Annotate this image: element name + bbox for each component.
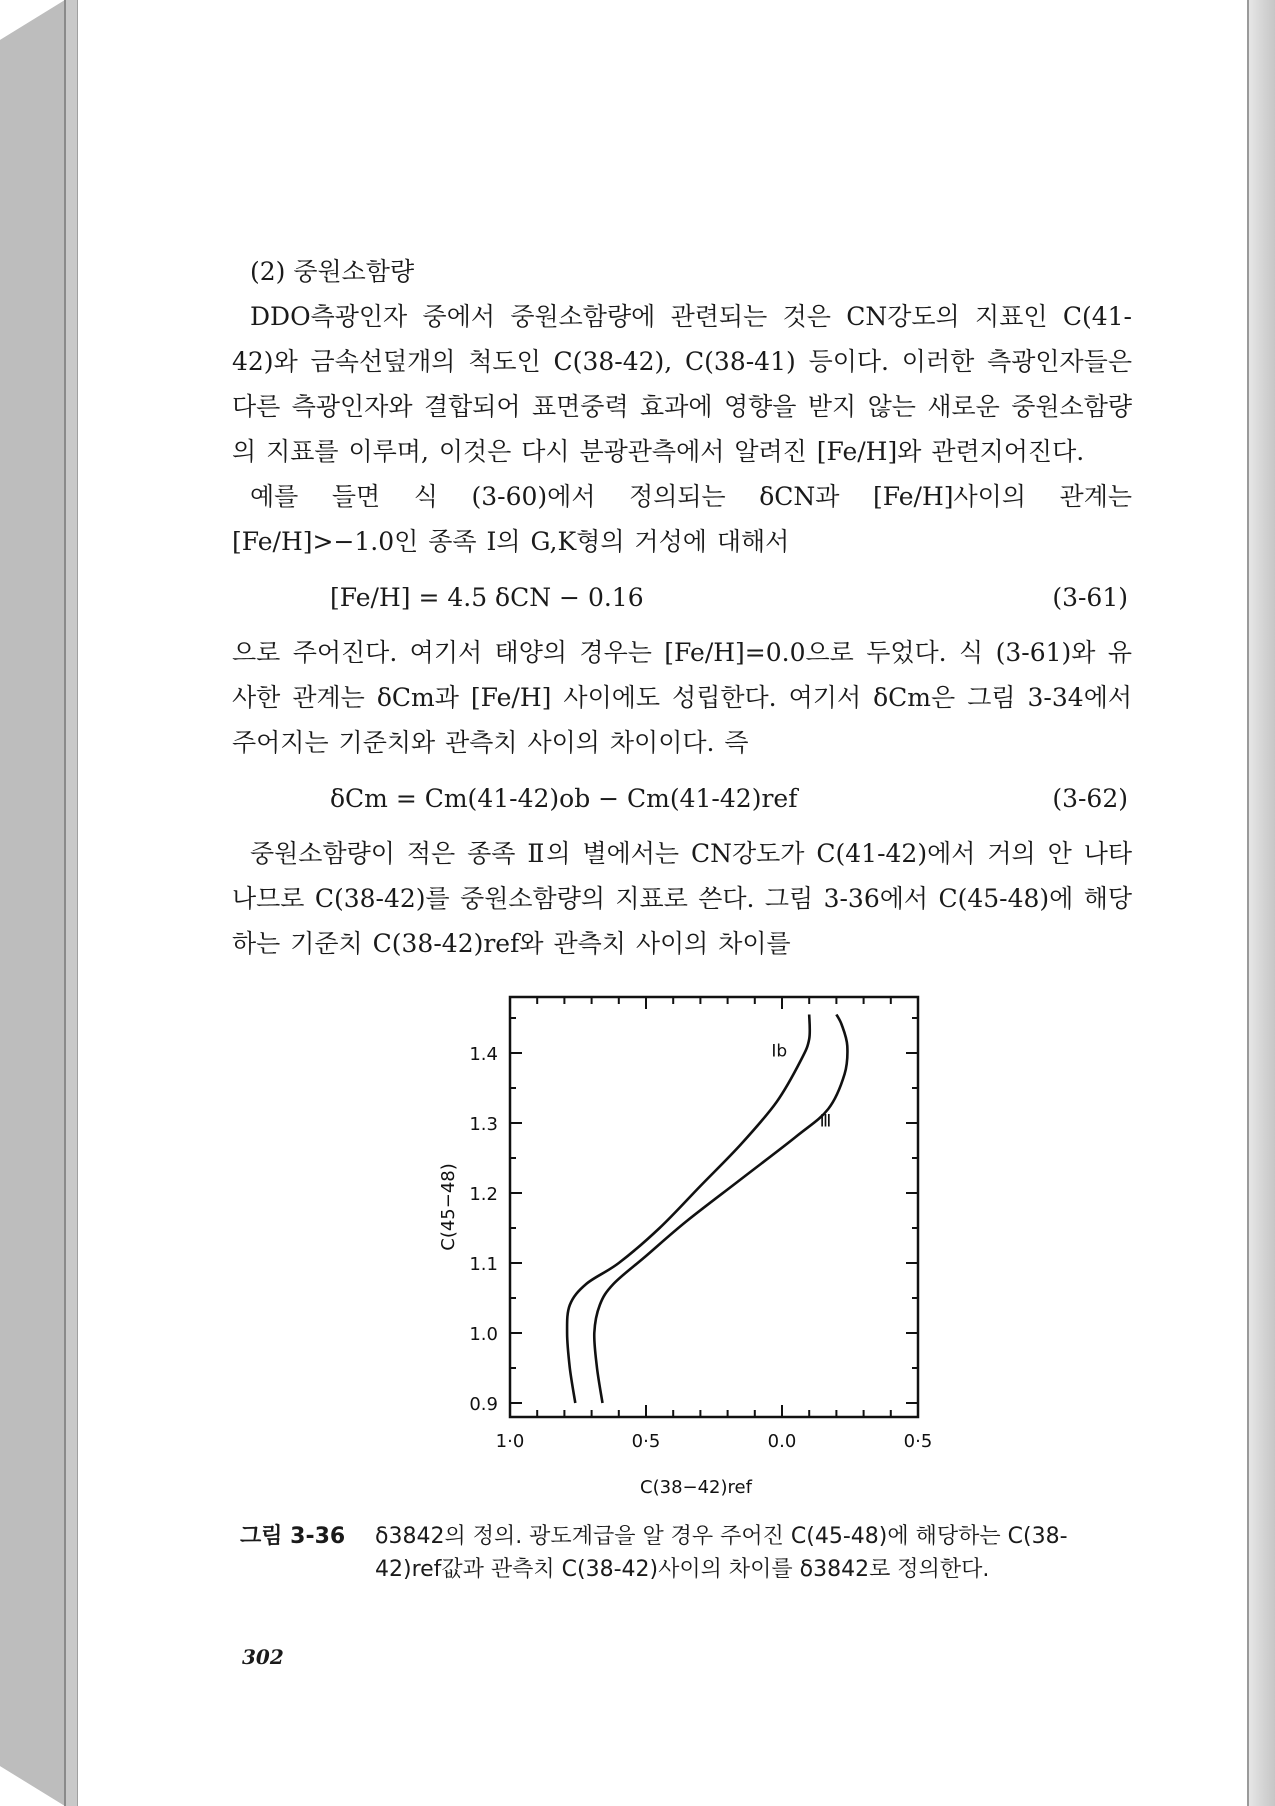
plot-frame	[510, 997, 918, 1417]
x-tick-label: 1·0	[495, 1431, 525, 1452]
x-axis-label: C(38−42)ref	[640, 1477, 752, 1498]
caption-text: δ3842의 정의. 광도계급을 알 경우 주어진 C(45-48)에 해당하는 C(38-42)ref값과 관측치 C(38-42)사이의 차이를 δ3842로 정의한다.	[375, 1524, 1068, 1582]
y-tick-label: 1.3	[469, 1114, 498, 1135]
figure-caption	[240, 1520, 1120, 1586]
y-tick-label: 1.4	[469, 1044, 498, 1065]
page-edge	[1249, 0, 1275, 1806]
paragraph-1: DDO측광인자 중에서 중원소함량에 관련되는 것은 CN강도의 지표인 C(41-42)와 금속선덮개의 척도인 C(38-42), C(38-41) 등이다. 이러한 측광인자들은 다른 측광인자와 결합되어 표면중력 효과에 영향을 받지 않는 새로운 중원소함량의 지표를 이루며, 이것은 다시 분광관측에서 알려진 [Fe/H]와 관련지어진다.	[232, 302, 1132, 466]
tick-labels	[469, 1041, 933, 1452]
page-number: 302	[242, 1645, 284, 1669]
x-tick-label: 0.0	[767, 1431, 797, 1452]
series-curve-iii	[594, 1015, 847, 1404]
axis-ticks	[510, 997, 918, 1417]
x-tick-label: 0·5	[903, 1431, 933, 1452]
page-body	[232, 252, 1132, 966]
y-tick-label: 1.0	[469, 1324, 498, 1345]
series-label-iii: Ⅲ	[819, 1111, 832, 1132]
book-spine	[0, 0, 78, 1806]
equation-3-61	[232, 564, 1132, 630]
paragraph-3: 으로 주어진다. 여기서 태양의 경우는 [Fe/H]=0.0으로 두었다. 식 (3-61)와 유사한 관계는 δCm과 [Fe/H] 사이에도 성립한다. 여기서 δCm은 그림 3-34에서 주어지는 기준치와 관측치 사이의 차이이다. 즉	[232, 638, 1132, 757]
y-tick-label: 1.2	[469, 1184, 498, 1205]
equation-3-61-number: (3-61)	[1052, 582, 1128, 612]
equation-3-62-number: (3-62)	[1052, 783, 1128, 813]
caption-label: 그림 3-36	[240, 1524, 346, 1549]
equation-3-61-body: [Fe/H] = 4.5 δCN − 0.16	[330, 582, 644, 612]
series-curve-ib	[567, 1015, 810, 1404]
y-tick-label: 1.1	[469, 1254, 498, 1275]
paragraph-2: 예를 들면 식 (3-60)에서 정의되는 δCN과 [Fe/H]사이의 관계는 [Fe/H]>−1.0인 종족 Ⅰ의 G,K형의 거성에 대해서	[232, 482, 1132, 556]
paragraph-4: 중원소함량이 적은 종족 Ⅱ의 별에서는 CN강도가 C(41-42)에서 거의 안 나타나므로 C(38-42)를 중원소함량의 지표로 쓴다. 그림 3-36에서 C(45-48)에 해당하는 기준치 C(38-42)ref와 관측치 사이의 차이를	[232, 839, 1132, 958]
series-lines	[567, 1015, 847, 1404]
x-tick-label: 0·5	[631, 1431, 661, 1452]
section-heading: (2) 중원소함량	[250, 257, 415, 286]
y-axis-label: C(45−48)	[438, 1163, 459, 1251]
equation-3-62	[232, 765, 1132, 831]
y-tick-label: 0.9	[469, 1394, 498, 1415]
figure-3-36-chart	[418, 985, 958, 1505]
equation-3-62-body: δCm = Cm(41-42)ob − Cm(41-42)ref	[330, 783, 798, 813]
series-label-ib: Ib	[771, 1041, 788, 1062]
